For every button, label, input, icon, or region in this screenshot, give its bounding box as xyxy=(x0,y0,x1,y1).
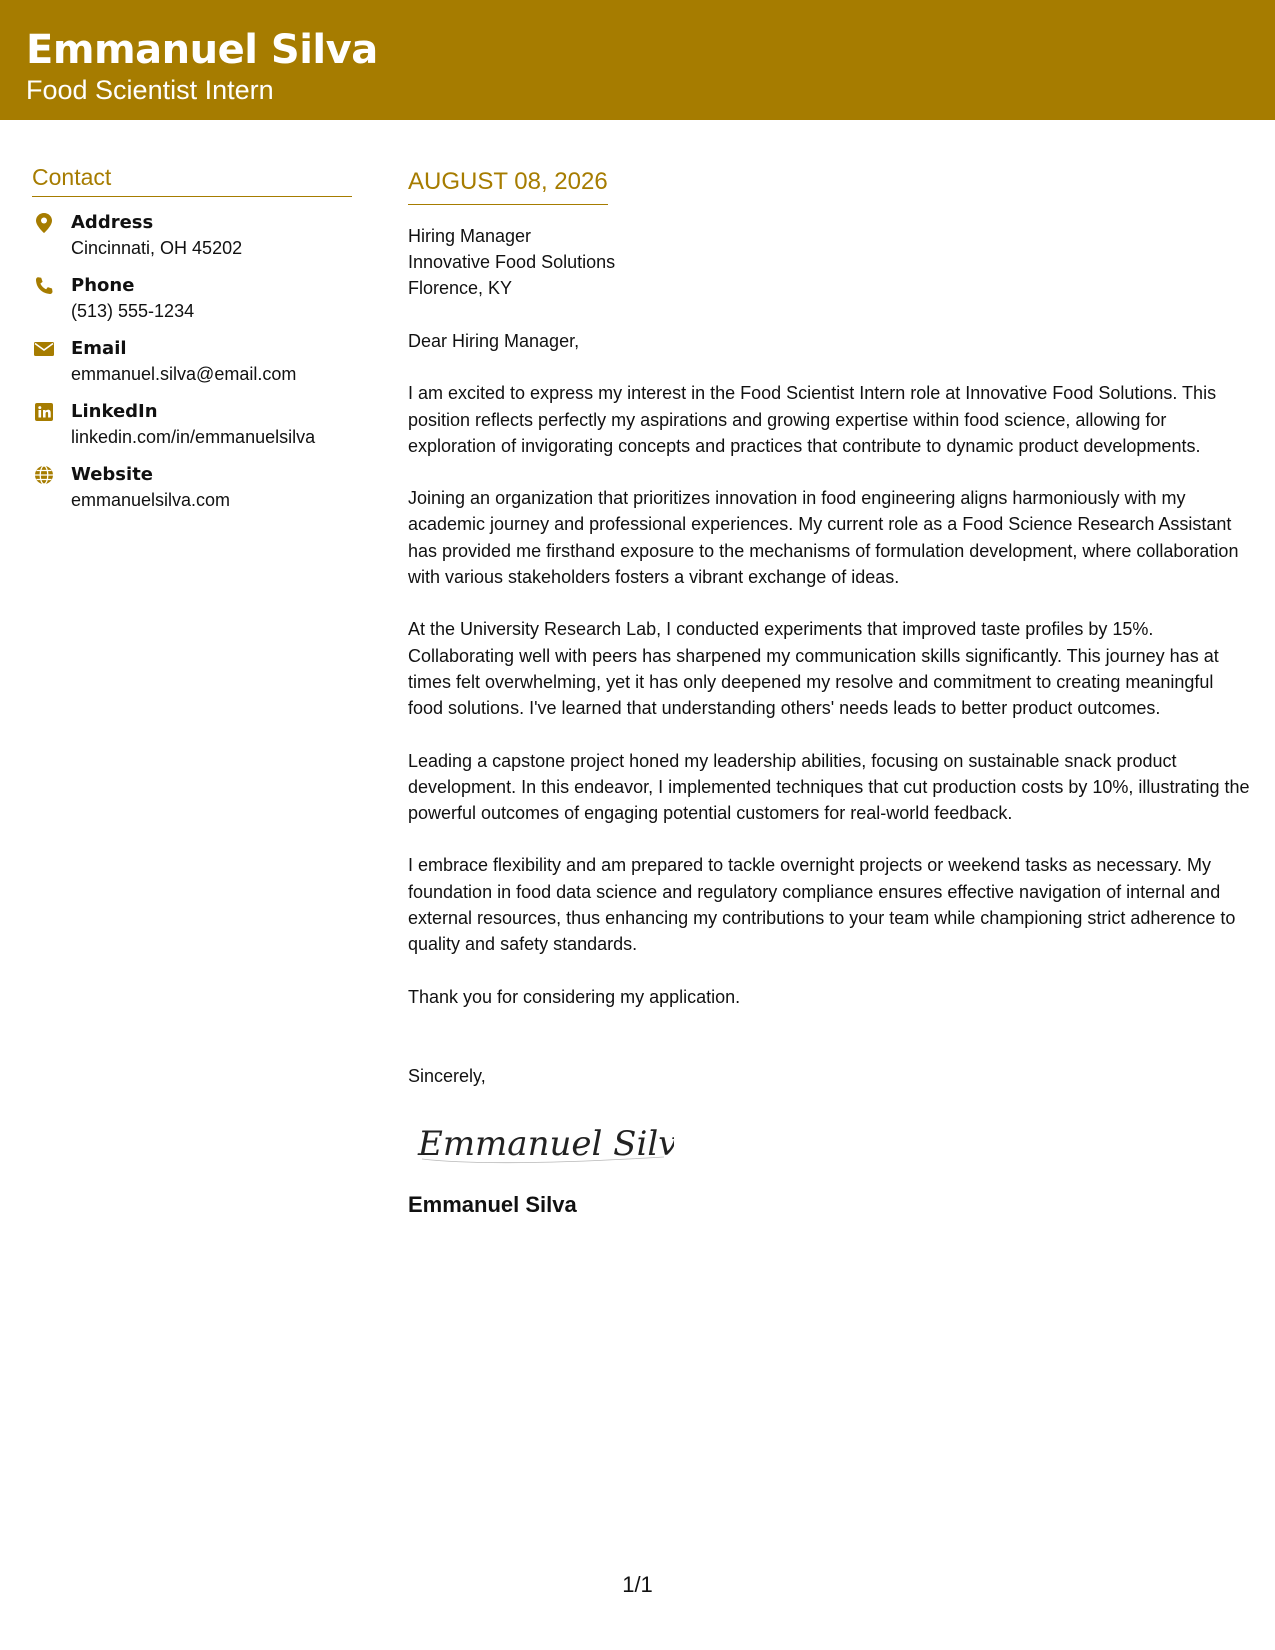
contact-label: Website xyxy=(71,464,154,485)
recipient-block xyxy=(408,223,1253,301)
contact-list xyxy=(32,197,352,526)
contact-value: Cincinnati, OH 45202 xyxy=(71,238,243,258)
applicant-name: Emmanuel Silva xyxy=(26,27,378,73)
contact-sidebar xyxy=(32,162,352,526)
signer-name: Emmanuel Silva xyxy=(408,1191,577,1217)
signature-script: Emmanuel Silva xyxy=(418,1123,674,1164)
page-number: 1/1 xyxy=(622,1572,653,1597)
contact-heading: Contact xyxy=(32,162,352,197)
contact-value: linkedin.com/in/emmanuelsilva xyxy=(71,427,316,447)
map-pin-icon xyxy=(34,213,54,233)
letter-body xyxy=(408,166,1253,1220)
globe-icon xyxy=(34,465,54,485)
letter-date: AUGUST 08, 2026 xyxy=(408,166,608,205)
contact-item-phone xyxy=(32,274,352,337)
recipient-location: Florence, KY xyxy=(408,278,513,298)
contact-item-website xyxy=(32,463,352,526)
recipient-title: Hiring Manager xyxy=(408,226,532,246)
recipient-company: Innovative Food Solutions xyxy=(408,252,616,272)
contact-item-address xyxy=(32,211,352,274)
letter-paragraph: I embrace flexibility and am prepared to tackle overnight projects or weekend tasks as necessary. My foundation in food data science and regulatory compliance ensures effective navigation of internal and external resources, thus enhancing my contributions to your team while championing strict adherence to quality and safety standards. xyxy=(408,855,1236,955)
letter-paragraph: Leading a capstone project honed my leadership abilities, focusing on sustainable snack product development. In this endeavor, I implemented techniques that cut production costs by 10%, illustrating the powerful outcomes of engaging potential customers for real-world feedback. xyxy=(408,750,1250,824)
letter-closing: Sincerely, xyxy=(408,1065,486,1086)
phone-icon xyxy=(34,276,54,296)
header-banner xyxy=(0,0,1275,120)
envelope-icon xyxy=(34,339,54,359)
contact-label: Email xyxy=(71,338,127,359)
letter-paragraph: Thank you for considering my application. xyxy=(408,986,741,1007)
contact-label: LinkedIn xyxy=(71,401,158,422)
linkedin-icon xyxy=(34,402,54,422)
contact-label: Phone xyxy=(71,275,135,296)
letter-paragraph: I am excited to express my interest in the Food Scientist Intern role at Innovative Food Solutions. This position reflects perfectly my aspirations and growing expertise within food science, allowing for exploration of invigorating concepts and practices that contribute to dynamic product developments. xyxy=(408,383,1217,456)
contact-value: (513) 555-1234 xyxy=(71,301,195,321)
letter-greeting: Dear Hiring Manager, xyxy=(408,331,580,351)
contact-label: Address xyxy=(71,212,154,233)
contact-value: emmanuel.silva@email.com xyxy=(71,364,297,384)
contact-value: emmanuelsilva.com xyxy=(71,490,231,510)
letter-paragraph: At the University Research Lab, I conducted experiments that improved taste profiles by 15%. Collaborating well with peers has sharpened my communication skills significantly. This journey has at times felt overwhelming, yet it has only deepened my resolve and commitment to creating meaningful food solutions. I've learned that understanding others' needs leads to better product outcomes. xyxy=(408,619,1219,719)
contact-item-email xyxy=(32,337,352,400)
handwritten-signature xyxy=(414,1119,1253,1174)
letter-paragraph: Joining an organization that prioritizes innovation in food engineering aligns harmoniously with my academic journey and professional experiences. My current role as a Food Science Research Assistant has provided me firsthand exposure to the mechanisms of formulation development, where collaboration with various stakeholders fosters a vibrant exchange of ideas. xyxy=(408,488,1239,588)
applicant-role: Food Scientist Intern xyxy=(26,75,274,105)
contact-item-linkedin xyxy=(32,400,352,463)
